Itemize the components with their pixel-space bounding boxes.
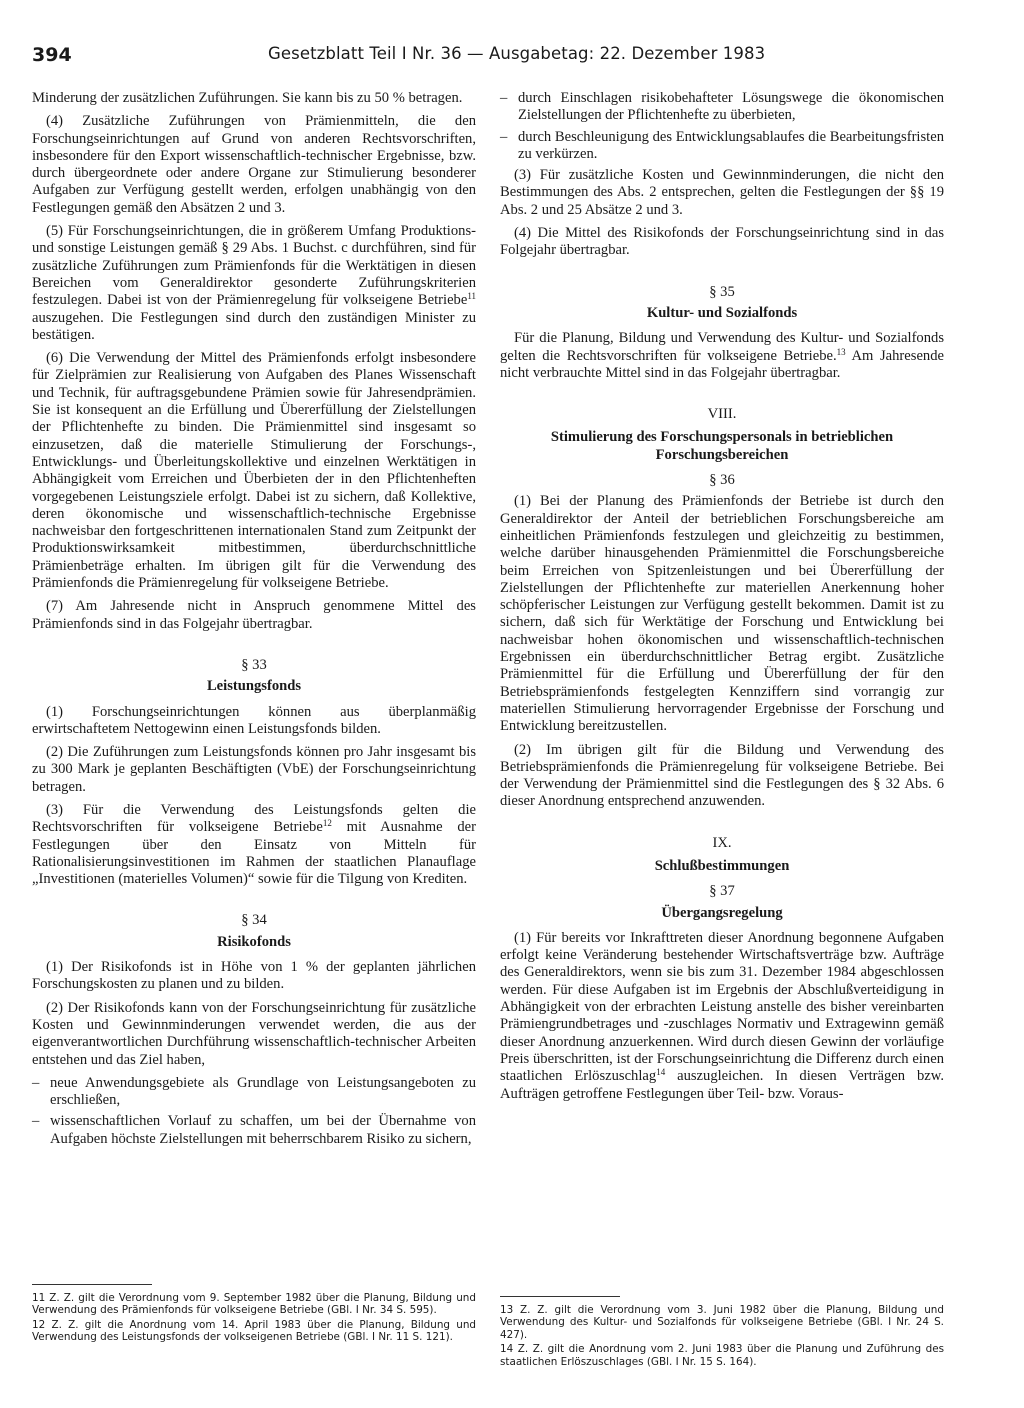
- footnote-divider: [32, 1284, 152, 1285]
- paragraph: (6) Die Verwendung der Mittel des Prämienfonds erfolgt insbesondere für Zielprämien zur Realisierung von Aufgaben des Planes Wissenschaft und Technik, für auftragsgebundene Prämien sowie für Jahresendprämien. Sie ist konsequent an die Erfüllung und Übererfüllung der Zielstellungen der Pflichtenhefte zu binden. Die Prämienmittel sind insgesamt so einzusetzen, daß die materielle Stimulierung der Forschungs-, Entwicklungs- und Überleitungskollektive und einzelnen Werktätigen in Abhängigkeit vom Erreichen und Überbieten der in den Pflichtenheften vorgegebenen Leistungsziele erfolgt. Dabei ist zu sichern, daß Kollektive, deren ökonomische und wissenschaftlich-technische Ergebnisse nachweisbar den fortgeschrittenen internationalen Stand zum Zeitpunkt der Produktionswirksamkeit mitbestimmen, überdurchschnittliche Prämienbeträge erhalten. Im übrigen gilt für die Verwendung des Prämienfonds die Prämienregelung für volkseigene Betriebe.: [32, 350, 476, 592]
- paragraph: (4) Zusätzliche Zuführungen von Prämienmitteln, die den Forschungseinrichtungen auf Grund von anderen Rechtsvorschriften, insbesondere für den Export wissenschaftlich-technischer Ergebnisse, bzw. durch übergeordnete oder andere Organe zur Stimulierung besonderer Aufgaben zur Verfügung gestellt werden, erfolgen unabhängig von den Festlegungen gemäß den Absätzen 2 und 3.: [32, 113, 476, 216]
- text: (1) Für bereits vor Inkrafttreten dieser Anordnung begonnene Aufgaben erfolgt keine Veränderung bestehender Wirtschaftsverträge bzw. Aufträge des Generaldirektors, wenn sie bis zum 31. Dezember 1984 abgeschlossen werden. Für diese Aufgaben ist im Ergebnis der Abschlußverteidigung in Abhängigkeit von der erbrachten Leistung anstelle des bisher vereinbarten Prämiengrundbetrages und -zuschlages Normativ und Extragewinn gemäß dieser Anordnung anzuerkennen. Wird durch diesen Gewinn der vorläufige Preis überschritten, ist der Forschungseinrichtung die Differenz durch einen staatlichen Erlöszuschlag: [500, 929, 944, 1085]
- paragraph: [32, 802, 476, 888]
- footnotes-left: [32, 1292, 476, 1346]
- paragraph: (1) Forschungseinrichtungen können aus überplanmäßig erwirtschaftetem Nettogewinn einen Leistungsfonds bilden.: [32, 703, 476, 737]
- list-item: – wissenschaftlichen Vorlauf zu schaffen, um bei der Übernahme von Aufgaben höchste Zielstellungen mit beherrschbarem Risiko zu sichern,: [32, 1113, 476, 1148]
- page-header: [32, 44, 992, 68]
- text: auszugleichen. In diesen Verträgen bzw. Aufträgen getroffene Festlegungen über Teil- bzw. Voraus-: [500, 1068, 944, 1102]
- text: auszugehen. Die Festlegungen sind durch den zuständigen Minister zu bestätigen.: [32, 309, 476, 343]
- chapter-title: Stimulierung des Forschungspersonals in betrieblichen Forschungsbereichen: [550, 429, 894, 463]
- paragraph: [500, 330, 944, 382]
- section-title: Risikofonds: [217, 933, 291, 950]
- footnote: 13 Z. Z. gilt die Verordnung vom 3. Juni 1982 über die Planung, Bildung und Verwendung des Kultur- und Sozialfonds für volkseigene Betriebe (GBl. I Nr. 24 S. 427).: [500, 1304, 944, 1341]
- section-title: Leistungsfonds: [206, 678, 302, 695]
- list-item: – durch Einschlagen risikobehafteter Lösungswege die ökonomischen Zielstellungen der Pflichtenhefte zu überbieten,: [500, 90, 944, 125]
- list-item: – neue Anwendungsgebiete als Grundlage von Leistungsangeboten zu erschließen,: [32, 1075, 476, 1110]
- section-title: Kultur- und Sozialfonds: [646, 304, 798, 321]
- footnote-ref: 11: [467, 291, 476, 302]
- paragraph: (1) Bei der Planung des Prämienfonds der Betriebe ist durch den Generaldirektor der Anteil der betrieblichen Forschungsbereiche am einheitlichen Prämienfonds festzulegen und gleichzeitig zu bestimmen, welche darüber hinausgehenden Prämienmittel die Forschungsbereiche beim Erreichen von Spitzenleistungen und bei Übererfüllung der Zielstellungen der Pflichtenhefte zur materiellen Anerkennung hoher schöpferischer Leistungen zur Verfügung gestellt bekommen. Damit ist zu sichern, daß sich für Werktätige der Forschung und Entwicklung bei nachweisbar hohen ökonomischen und wissenschaftlich-technischen Ergebnissen ein überdurchschnittlicher Betrag ergibt. Zusätzliche Prämienmittel für die Erfüllung und Übererfüllung der für den Betriebsprämienfonds festgelegten Kennziffern sind vorrangig zur materiellen Stimulierung hervorragender Ergebnisse der Forschung und Entwicklung bereitzustellen.: [500, 493, 944, 735]
- paragraph: (2) Die Zuführungen zum Leistungsfonds können pro Jahr insgesamt bis zu 300 Mark je geplanten Beschäftigten (VbE) der Forschungseinrichtung betragen.: [32, 744, 476, 795]
- header-title: Gesetzblatt Teil I Nr. 36 — Ausgabetag: 22. Dezember 1983: [268, 44, 766, 63]
- footnote-ref: 12: [322, 818, 332, 829]
- right-column: [500, 90, 944, 1109]
- section-number: § 35: [709, 283, 735, 300]
- section-number: § 37: [709, 883, 735, 900]
- paragraph: (2) Der Risikofonds kann von der Forschungseinrichtung für zusätzliche Kosten und Gewinnminderungen verwendet werden, die aus der eigenverantwortlichen Durchführung wissenschaftlich-technischer Arbeiten entstehen und das Ziel haben,: [32, 999, 476, 1068]
- section-number: § 33: [241, 656, 267, 673]
- paragraph: [500, 930, 944, 1103]
- footnote: 14 Z. Z. gilt die Anordnung vom 2. Juni 1983 über die Planung und Zuführung des staatlichen Erlöszuschlages (GBl. I Nr. 15 S. 164).: [500, 1343, 944, 1368]
- chapter-number: VIII.: [707, 406, 737, 423]
- footnote: 12 Z. Z. gilt die Anordnung vom 14. April 1983 über die Planung, Bildung und Verwendung des Leistungsfonds der volkseigenen Betriebe (GBl. I Nr. 11 S. 121).: [32, 1318, 476, 1344]
- section-number: § 36: [709, 472, 735, 489]
- paragraph: [32, 223, 476, 344]
- page-number: 394: [32, 44, 72, 66]
- chapter-title: Schlußbestimmungen: [654, 857, 790, 874]
- footnote: 11 Z. Z. gilt die Verordnung vom 9. September 1982 über die Planung, Bildung und Verwendung des Prämienfonds für volkseigene Betriebe (GBl. I Nr. 34 S. 595).: [32, 1292, 476, 1317]
- text: Für die Planung, Bildung und Verwendung des Kultur- und Sozialfonds gelten die Rechtsvorschriften für volkseigene Betriebe.: [500, 330, 944, 364]
- footnotes-right: [500, 1304, 944, 1370]
- text: Am Jahresende nicht verbrauchte Mittel sind in das Folgejahr übertragbar.: [500, 347, 944, 381]
- footnote-ref: 14: [656, 1067, 666, 1078]
- paragraph: (4) Die Mittel des Risikofonds der Forschungseinrichtung sind in das Folgejahr übertragbar.: [500, 225, 944, 259]
- text: (3) Für die Verwendung des Leistungsfonds gelten die Rechtsvorschriften für volkseigene Betriebe: [32, 801, 476, 836]
- footnote-divider: [500, 1296, 620, 1297]
- paragraph: (7) Am Jahresende nicht in Anspruch genommene Mittel des Prämienfonds sind in das Folgejahr übertragbar.: [32, 598, 476, 632]
- chapter-number: IX.: [712, 834, 732, 851]
- list-item: – durch Beschleunigung des Entwicklungsablaufes die Bearbeitungsfristen zu verkürzen.: [500, 129, 944, 164]
- section-title: Übergangsregelung: [661, 904, 783, 921]
- text: mit Ausnahme der Festlegungen über den Einsatz von Mitteln für Rationalisierungsinvestitionen im Rahmen der staatlichen Planauflage „Investitionen (materielles Volumen)“ sowie für die Tilgung von Krediten.: [32, 819, 476, 888]
- paragraph: (2) Im übrigen gilt für die Bildung und Verwendung des Betriebsprämienfonds die Prämienregelung für volkseigene Betriebe. Bei der Verwendung der Prämienmittel sind die Festlegungen des § 32 Abs. 6 dieser Anordnung entsprechend anzuwenden.: [500, 741, 944, 810]
- left-column: [32, 90, 476, 1152]
- paragraph: (1) Der Risikofonds ist in Höhe von 1 % der geplanten jährlichen Forschungskosten zu planen und zu bilden.: [32, 959, 476, 993]
- text: (5) Für Forschungseinrichtungen, die in größerem Umfang Produktions- und sonstige Leistungen gemäß § 29 Abs. 1 Buchst. c durchführen, sind für zusätzliche Zuführungen zum Prämienfonds für die Werktätigen in diesen Bereichen vom Generaldirektor gesonderte Zuführungskriterien festzulegen. Dabei ist von der Prämienregelung für volkseigene Betriebe: [32, 223, 476, 309]
- paragraph: (3) Für zusätzliche Kosten und Gewinnminderungen, die nicht den Bestimmungen des Abs. 2 entsprechen, gelten die Festlegungen der §§ 19 Abs. 2 und 25 Absätze 2 und 3.: [500, 167, 944, 218]
- section-number: § 34: [241, 912, 267, 929]
- footnote-ref: 13: [836, 346, 846, 357]
- paragraph: Minderung der zusätzlichen Zuführungen. Sie kann bis zu 50 % betragen.: [32, 90, 463, 106]
